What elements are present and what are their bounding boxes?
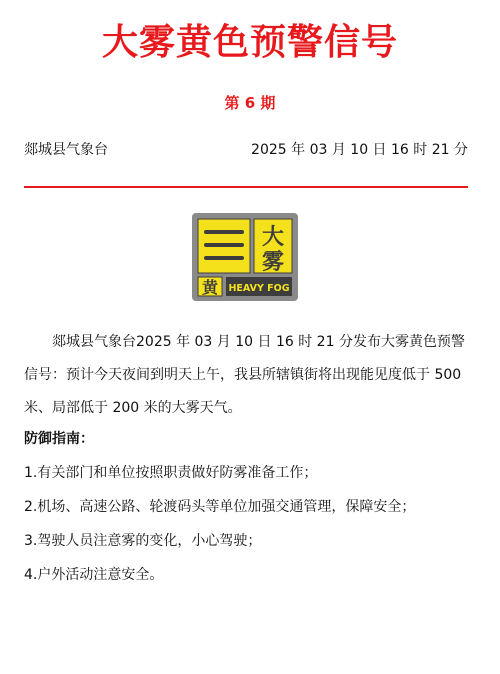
fog-yellow-warning-icon bbox=[192, 213, 298, 301]
list-item: 4.户外活动注意安全。 bbox=[24, 567, 164, 583]
list-item: 2.机场、高速公路、轮渡码头等单位加强交通管理，保障安全； bbox=[24, 499, 416, 515]
list-item: 1.有关部门和单位按照职责做好防雾准备工作； bbox=[24, 465, 318, 481]
warning-body-text: 郯城县气象台2025 年 03 月 10 日 16 时 21 分发布大雾黄色预警信号：预计今天夜间到明天上午，我县所辖镇街将出现能见度低于 500 米、局部低于 200 米的大雾天气。 bbox=[24, 334, 465, 416]
red-divider bbox=[24, 186, 468, 188]
warning-title: 大雾黄色预警信号 bbox=[101, 22, 398, 63]
icon-english-label: HEAVY FOG bbox=[228, 283, 290, 294]
defense-guide-list bbox=[24, 456, 474, 592]
meta-row bbox=[24, 138, 468, 162]
icon-char-top: 大 bbox=[261, 225, 285, 250]
icon-char-bottom: 雾 bbox=[261, 250, 285, 275]
list-item: 3.驾驶人员注意雾的变化，小心驾驶； bbox=[24, 533, 262, 549]
issue-number: 第 6 期 bbox=[224, 94, 276, 112]
icon-level-char: 黄 bbox=[201, 278, 219, 297]
issuing-office: 郯城县气象台 bbox=[24, 142, 108, 158]
issued-time: 2025 年 03 月 10 日 16 时 21 分 bbox=[251, 142, 468, 158]
defense-guide-title: 防御指南： bbox=[24, 431, 94, 447]
